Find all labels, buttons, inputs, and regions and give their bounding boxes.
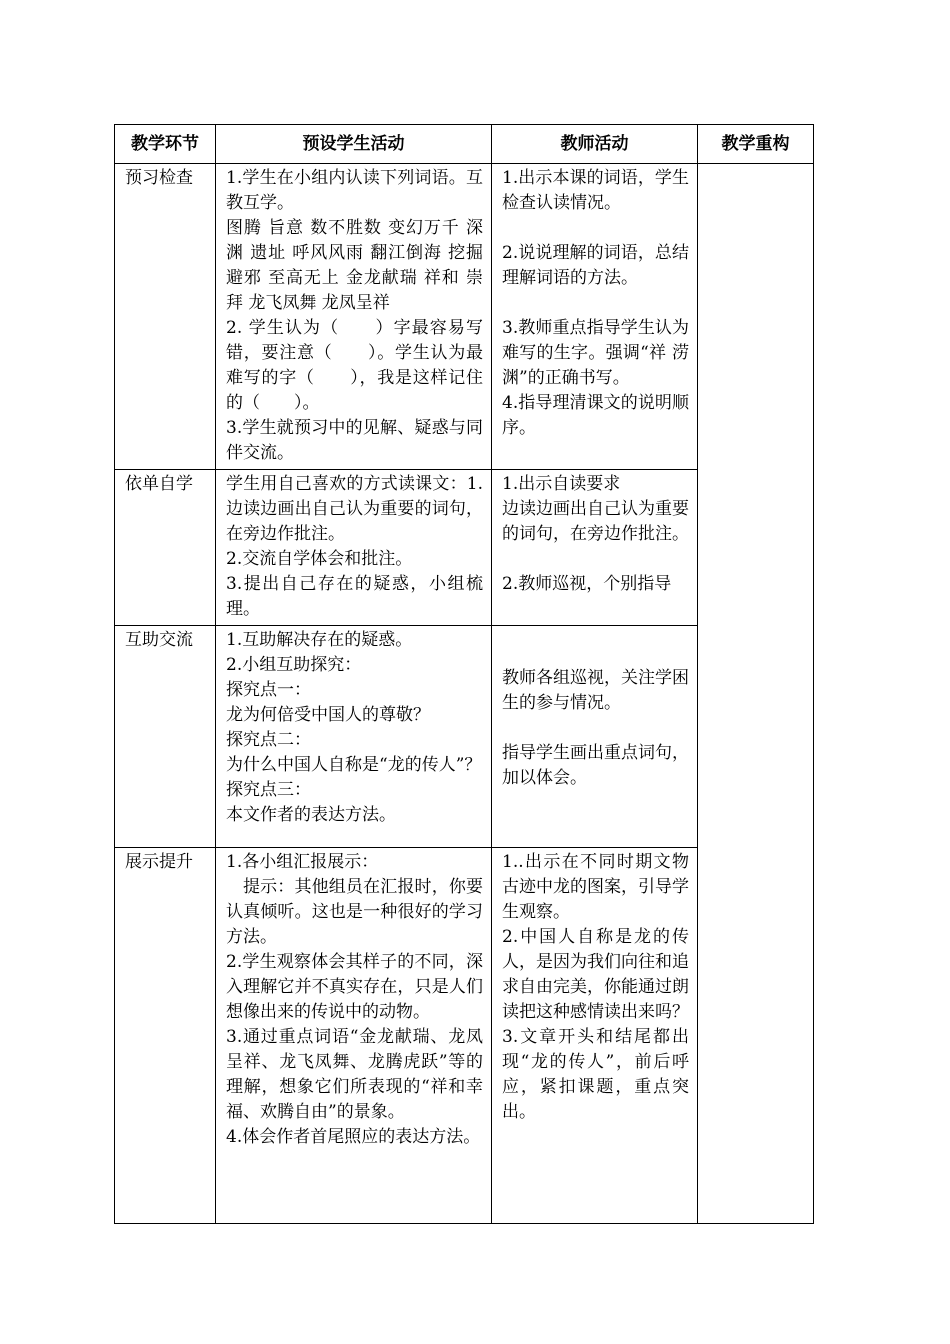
header-rebuild: 教学重构: [698, 125, 814, 164]
teacher-item: 3.教师重点指导学生认为难写的生字。强调“祥 涝 渊”的正确书写。: [502, 318, 689, 388]
teacher-activity-cell: [492, 848, 698, 1224]
teacher-activity-cell: [492, 164, 698, 470]
student-item: 2.交流自学体会和批注。: [226, 549, 413, 569]
teacher-item: 3.文章开头和结尾都出现“龙的传人”，前后呼应，紧扣课题，重点突出。: [502, 1027, 689, 1122]
header-row: [115, 125, 814, 164]
student-item: 2. 学生认为（ ）字最容易写错，要注意（ ）。学生认为最难写的字（ ），我是这样记住的（ ）。: [226, 318, 483, 413]
student-item: 探究点二：: [226, 730, 311, 750]
table-row: [115, 164, 814, 470]
student-item: 4.体会作者首尾照应的表达方法。: [226, 1127, 481, 1147]
student-item: 3.通过重点词语“金龙献瑞、龙凤呈祥、龙飞凤舞、龙腾虎跃”等的理解，想象它们所表现的“祥和幸福、欢腾自由”的景象。: [226, 1027, 483, 1122]
teacher-item: 边读边画出自己认为重要的词句，在旁边作批注。: [502, 499, 689, 544]
rebuild-cell: [698, 164, 814, 1224]
student-item: 3.提出自己存在的疑惑，小组梳理。: [226, 574, 483, 619]
stage-cell: 依单自学: [115, 470, 216, 626]
stage-cell: 互助交流: [115, 626, 216, 848]
vocabulary-list: 图腾 旨意 数不胜数 变幻万千 深渊 遗址 呼风风雨 翻江倒海 挖掘 避邪 至高无上 金龙献瑞 祥和 崇拜 龙飞凤舞 龙凤呈祥: [226, 218, 483, 313]
lesson-plan-table: [114, 124, 814, 1224]
student-activity-cell: [216, 848, 492, 1224]
student-item: 提示：其他组员在汇报时，你要认真倾听。这也是一种很好的学习方法。: [226, 877, 483, 947]
teacher-item: 2.教师巡视，个别指导: [502, 574, 672, 594]
student-item: 本文作者的表达方法。: [226, 805, 396, 825]
teacher-item: 2.中国人自称是龙的传人，是因为我们向往和追求自由完美，你能通过朗读把这种感情读出来吗？: [502, 927, 689, 1022]
student-item: 龙为何倍受中国人的尊敬？: [226, 705, 430, 725]
teacher-item: 4.指导理清课文的说明顺序。: [502, 393, 689, 438]
student-activity-cell: [216, 470, 492, 626]
student-activity-cell: [216, 626, 492, 848]
student-activity-cell: [216, 164, 492, 470]
student-item: 1.学生在小组内认读下列词语。互教互学。: [226, 168, 483, 213]
student-item: 探究点一：: [226, 680, 311, 700]
teacher-item: 1.出示本课的词语，学生检查认读情况。: [502, 168, 689, 213]
student-item: 2.小组互助探究：: [226, 655, 362, 675]
student-item: 3.学生就预习中的见解、疑惑与同伴交流。: [226, 418, 483, 463]
teacher-item: 2.说说理解的词语，总结理解词语的方法。: [502, 243, 689, 288]
stage-cell: 展示提升: [115, 848, 216, 1224]
teacher-item: 教师各组巡视，关注学困生的参与情况。: [502, 668, 689, 713]
student-item: 1.各小组汇报展示：: [226, 852, 379, 872]
student-item: 学生用自己喜欢的方式读课文：1.边读边画出自己认为重要的词句，在旁边作批注。: [226, 474, 483, 544]
teacher-item: 1.出示自读要求: [502, 474, 621, 494]
header-student-activity: 预设学生活动: [216, 125, 492, 164]
student-item: 探究点三：: [226, 780, 311, 800]
stage-cell: 预习检查: [115, 164, 216, 470]
student-item: 为什么中国人自称是“龙的传人”？: [226, 755, 482, 775]
teacher-item: 指导学生画出重点词句，加以体会。: [502, 743, 689, 788]
student-item: 1.互助解决存在的疑惑。: [226, 630, 413, 650]
teacher-item: 1..出示在不同时期文物古迹中龙的图案，引导学生观察。: [502, 852, 689, 922]
header-teacher-activity: 教师活动: [492, 125, 698, 164]
teacher-activity-cell: [492, 626, 698, 848]
student-item: 2.学生观察体会其样子的不同，深入理解它并不真实存在，只是人们想像出来的传说中的动物。: [226, 952, 483, 1022]
teacher-activity-cell: [492, 470, 698, 626]
header-stage: 教学环节: [115, 125, 216, 164]
